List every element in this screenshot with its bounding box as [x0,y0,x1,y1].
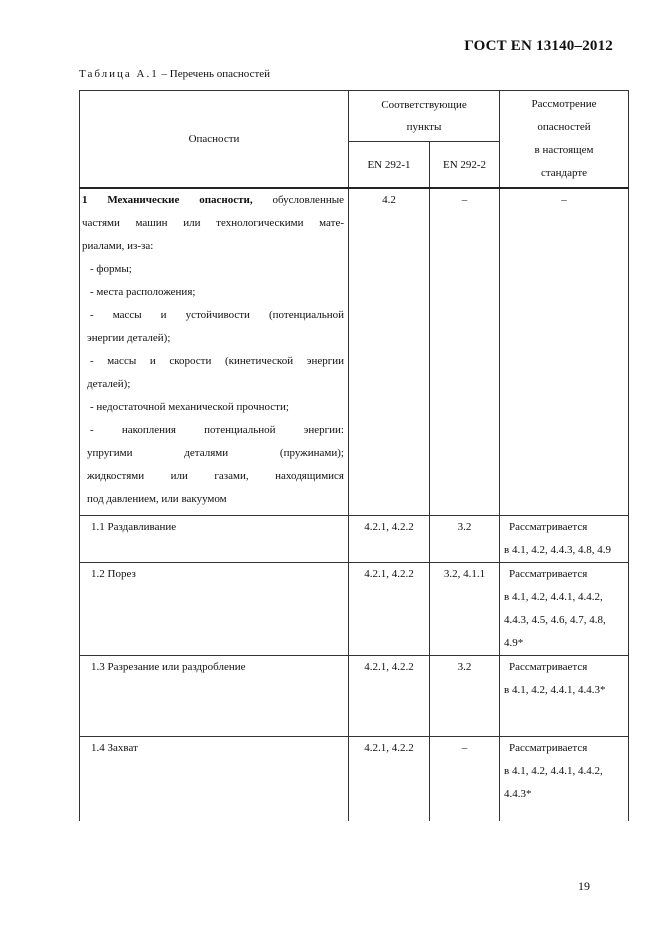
hazard-group-mechanical [80,188,349,516]
group-line2: частями машин или технологическими мате- [82,217,344,229]
header-consideration-line4: стандарте [540,167,588,179]
crushing-en292-1: 4.2.1, 4.2.2 [349,516,430,563]
table-row [80,516,629,563]
group-item-strength: - недостаточной механической прочности; [90,401,289,413]
group-en292-1: 4.2 [349,188,430,516]
group-line3: риалами, из-за: [82,240,154,252]
group-item-mass-velocity: - массы и скорости (кинетической энергии [90,355,344,367]
group-item-location: - места расположения; [90,286,196,298]
page-number: 19 [578,879,590,893]
table-caption [79,68,270,80]
header-consideration [500,91,629,189]
cutting-en292-1: 4.2.1, 4.2.2 [349,563,430,656]
hazards-table [79,90,629,821]
cutting-consideration-line2: в 4.1, 4.2, 4.4.1, 4.4.2, [504,591,603,603]
severing-consideration-line2: в 4.1, 4.2, 4.4.1, 4.4.3* [504,684,606,696]
header-consideration-line3: в настоящем [534,144,594,156]
entanglement-consideration-line2: в 4.1, 4.2, 4.4.1, 4.4.2, [504,765,603,777]
group-item-energy-fluids: жидкостями или газами, находящимися [87,470,344,482]
severing-consideration [500,656,629,737]
entanglement-consideration-line1: Рассматривается [509,742,588,754]
group-consideration: – [500,188,629,516]
table-caption-title: – Перечень опасностей [158,68,271,80]
document-code: ГОСТ EN 13140–2012 [464,38,613,54]
entanglement-en292-2: – [430,737,500,822]
cutting-consideration-line3: 4.4.3, 4.5, 4.6, 4.7, 4.8, [504,614,606,626]
crushing-consideration-line2: в 4.1, 4.2, 4.4.3, 4.8, 4.9 [504,544,611,556]
group-line1: обусловленные [252,194,344,206]
header-consideration-line2: опасностей [537,121,591,133]
table-row [80,563,629,656]
cutting-consideration-line1: Рассматривается [509,568,588,580]
cutting-consideration [500,563,629,656]
hazard-severing: 1.3 Разрезание или раздробление [80,656,349,737]
group-item-energy-springs: упругими деталями (пружинами); [87,447,344,459]
crushing-consideration [500,516,629,563]
hazard-entanglement: 1.4 Захват [80,737,349,822]
entanglement-consideration [500,737,629,822]
crushing-consideration-line1: Рассматривается [509,521,588,533]
header-en292-2: EN 292-2 [430,142,500,189]
cutting-consideration-line4: 4.9* [504,637,524,649]
severing-consideration-line1: Рассматривается [509,661,588,673]
group-en292-2: – [430,188,500,516]
header-references-line1: Соответствующие [381,99,467,111]
cutting-en292-2: 3.2, 4.1.1 [430,563,500,656]
severing-en292-1: 4.2.1, 4.2.2 [349,656,430,737]
header-hazards: Опасности [80,91,349,189]
group-title: 1 Механические опасности, [82,194,253,206]
entanglement-consideration-line3: 4.4.3* [504,788,532,800]
group-item-shape: - формы; [90,263,132,275]
entanglement-en292-1: 4.2.1, 4.2.2 [349,737,430,822]
group-item-mass-stability-cont: энергии деталей); [87,332,171,344]
hazard-cutting: 1.2 Порез [80,563,349,656]
header-consideration-line1: Рассмотрение [531,98,597,110]
group-item-mass-stability: - массы и устойчивости (потенциальной [90,309,344,321]
hazard-crushing: 1.1 Раздавливание [80,516,349,563]
crushing-en292-2: 3.2 [430,516,500,563]
table-caption-prefix: Таблица А.1 [79,68,159,80]
table-row [80,737,629,822]
header-references-line2: пункты [406,121,442,133]
table-row [80,188,629,516]
header-en292-1: EN 292-1 [349,142,430,189]
group-item-energy-vacuum: под давлением, или вакуумом [87,493,227,505]
table-row [80,656,629,737]
group-item-energy: - накопления потенциальной энергии: [90,424,344,436]
header-references [349,91,500,142]
group-item-mass-velocity-cont: деталей); [87,378,131,390]
severing-en292-2: 3.2 [430,656,500,737]
